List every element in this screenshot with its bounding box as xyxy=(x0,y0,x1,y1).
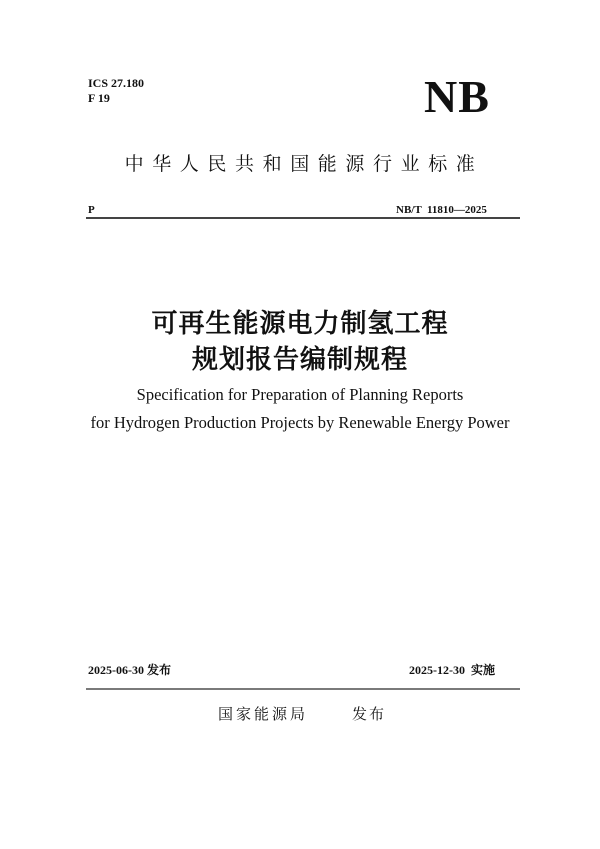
standard-number: NB/T 11810—2025 xyxy=(396,204,487,216)
implementation-date: 2025-12-30 实施 xyxy=(409,663,495,677)
english-title-line-1: Specification for Preparation of Planning Reports xyxy=(136,385,464,404)
chinese-title-line-2: 规划报告编制规程 xyxy=(191,345,408,374)
english-title-line-2: for Hydrogen Production Projects by Renewable Energy Power xyxy=(90,413,510,432)
classification-code: F 19 xyxy=(88,91,110,105)
ics-code: ICS 27.180 xyxy=(88,76,145,90)
standard-type-heading: 中华人民共和国能源行业标准 xyxy=(124,153,484,175)
publish-label: 发布 xyxy=(352,705,387,723)
publisher-name: 国家能源局 xyxy=(218,705,309,723)
bottom-divider xyxy=(86,688,520,690)
field-code: P xyxy=(88,204,95,216)
nb-logo: NB xyxy=(424,71,490,122)
issue-date: 2025-06-30 发布 xyxy=(88,663,171,677)
top-divider xyxy=(86,217,520,219)
chinese-title-line-1: 可再生能源电力制氢工程 xyxy=(151,309,449,338)
